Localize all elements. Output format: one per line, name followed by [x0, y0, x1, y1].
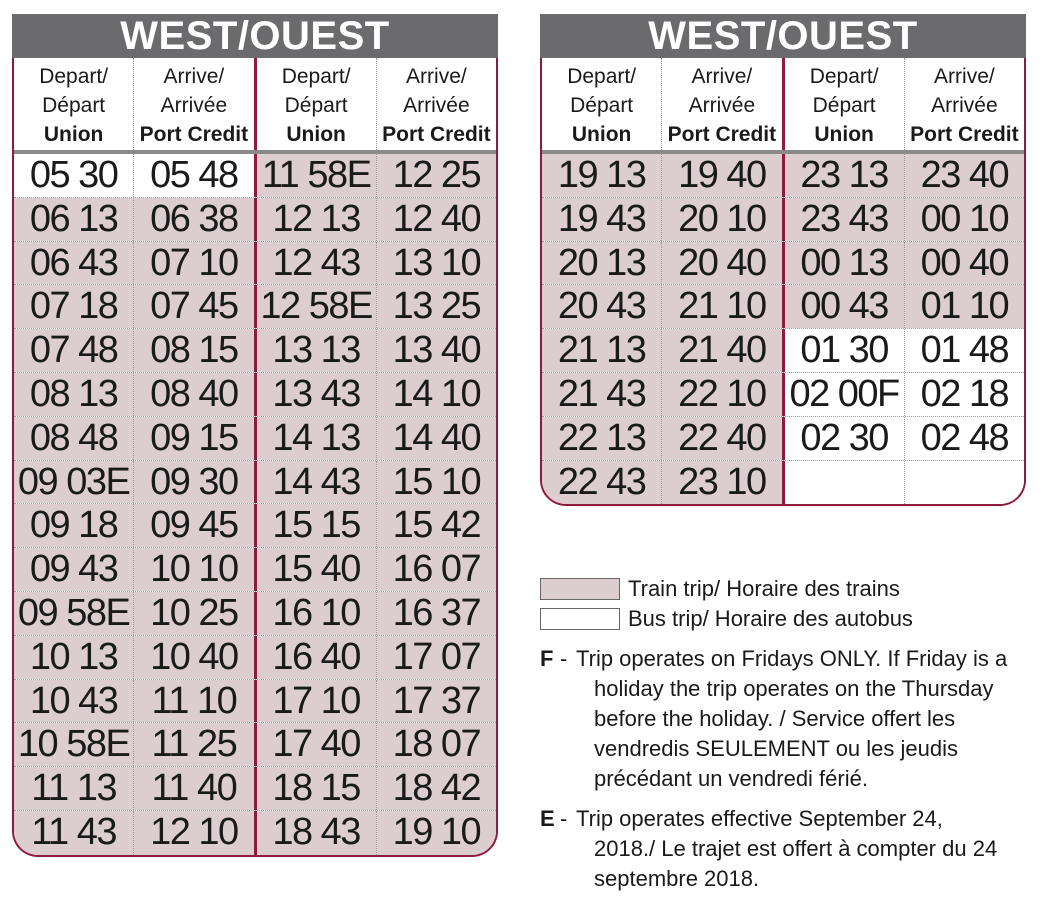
table-row — [542, 242, 1024, 286]
table-row — [14, 548, 496, 592]
header-line: Depart/ — [281, 65, 351, 88]
panel-title: WEST/OUEST — [12, 14, 498, 58]
time-cell: 00 43 — [785, 285, 905, 328]
legend — [540, 574, 1040, 894]
time-cell: 17 37 — [377, 680, 496, 723]
time-cell: 20 13 — [542, 242, 662, 285]
time-cell: 20 43 — [542, 285, 662, 328]
table-row — [542, 154, 1024, 198]
table-body — [542, 154, 1024, 504]
time-cell: 12 25 — [377, 154, 496, 197]
time-cell: 01 30 — [785, 329, 905, 372]
time-cell: 01 48 — [905, 329, 1024, 372]
time-cell: 23 40 — [905, 154, 1024, 197]
table-header — [542, 58, 1024, 154]
time-cell: 18 15 — [257, 767, 377, 810]
table-header — [14, 58, 496, 154]
time-cell: 00 10 — [905, 198, 1024, 241]
time-cell: 10 58E — [14, 723, 134, 766]
time-cell: 09 15 — [134, 417, 256, 460]
time-cell: 23 13 — [785, 154, 905, 197]
train-swatch — [540, 578, 620, 600]
time-cell: 22 13 — [542, 417, 662, 460]
time-cell: 15 40 — [257, 548, 377, 591]
time-cell: 23 43 — [785, 198, 905, 241]
time-cell: 08 40 — [134, 373, 256, 416]
time-cell: 13 25 — [377, 285, 496, 328]
note-e: E - Trip operates effective September 24, 2018./ Le trajet est offert à compter du 24 septembre 2018. — [540, 804, 1040, 894]
column-header — [542, 58, 662, 150]
time-cell: 15 42 — [377, 504, 496, 547]
table-row — [14, 461, 496, 505]
time-cell: 16 37 — [377, 592, 496, 635]
time-cell: 11 13 — [14, 767, 134, 810]
time-cell: 05 48 — [134, 154, 256, 197]
column-header — [662, 58, 784, 150]
panel-title: WEST/OUEST — [540, 14, 1026, 58]
time-cell: 10 25 — [134, 592, 256, 635]
time-cell: 02 18 — [905, 373, 1024, 416]
time-cell: 09 30 — [134, 461, 256, 504]
time-cell: 16 40 — [257, 636, 377, 679]
legend-train — [540, 574, 1040, 604]
time-cell: 09 18 — [14, 504, 134, 547]
time-cell: 10 10 — [134, 548, 256, 591]
time-cell: 19 10 — [377, 811, 496, 855]
header-line: Départ — [812, 94, 876, 117]
time-cell: 21 13 — [542, 329, 662, 372]
column-header — [785, 58, 905, 150]
header-line: Depart/ — [567, 65, 637, 88]
time-cell: 06 43 — [14, 242, 134, 285]
header-line: Départ — [284, 94, 348, 117]
station-name: Union — [571, 123, 632, 146]
time-cell: 07 10 — [134, 242, 256, 285]
station-name: Union — [814, 123, 874, 146]
time-cell: 07 45 — [134, 285, 256, 328]
note-text: Trip operates on Fridays ONLY. If Friday is a — [576, 646, 1008, 671]
time-cell: 12 40 — [377, 198, 496, 241]
header-line: Départ — [42, 94, 106, 117]
table-row — [542, 198, 1024, 242]
table-row — [14, 636, 496, 680]
time-cell: 20 40 — [662, 242, 784, 285]
time-cell: 02 00F — [785, 373, 905, 416]
time-cell: 19 13 — [542, 154, 662, 197]
time-cell: 10 40 — [134, 636, 256, 679]
column-header — [905, 58, 1024, 150]
table-row — [14, 504, 496, 548]
station-name: Port Credit — [382, 123, 491, 146]
time-cell — [785, 461, 905, 505]
time-cell: 01 10 — [905, 285, 1024, 328]
table-row — [14, 373, 496, 417]
time-cell: 19 43 — [542, 198, 662, 241]
table-row — [14, 680, 496, 724]
time-cell: 16 07 — [377, 548, 496, 591]
table-row — [14, 417, 496, 461]
header-line: Depart/ — [39, 65, 109, 88]
time-cell: 22 43 — [542, 461, 662, 505]
table-row — [542, 417, 1024, 461]
bus-label: Bus trip/ Horaire des autobus — [628, 606, 913, 631]
time-cell: 13 10 — [377, 242, 496, 285]
time-cell: 13 40 — [377, 329, 496, 372]
time-cell: 13 43 — [257, 373, 377, 416]
time-cell: 12 10 — [134, 811, 256, 855]
station-name: Port Credit — [139, 123, 249, 146]
time-cell: 17 10 — [257, 680, 377, 723]
header-line: Arrivée — [688, 94, 756, 117]
column-header — [134, 58, 256, 150]
time-cell: 05 30 — [14, 154, 134, 197]
time-cell: 06 13 — [14, 198, 134, 241]
header-line: Arrive/ — [934, 65, 995, 88]
time-cell: 20 10 — [662, 198, 784, 241]
header-line: Arrive/ — [406, 65, 467, 88]
column-header — [257, 58, 377, 150]
time-cell: 10 43 — [14, 680, 134, 723]
time-cell: 08 48 — [14, 417, 134, 460]
note-key: F — [540, 646, 554, 671]
header-line: Depart/ — [809, 65, 879, 88]
time-cell: 07 18 — [14, 285, 134, 328]
header-line: Départ — [570, 94, 634, 117]
time-cell: 08 13 — [14, 373, 134, 416]
legend-bus — [540, 604, 1040, 634]
time-cell: 08 15 — [134, 329, 256, 372]
time-cell: 14 43 — [257, 461, 377, 504]
table-body — [14, 154, 496, 855]
time-cell: 09 43 — [14, 548, 134, 591]
time-cell: 09 03E — [14, 461, 134, 504]
table-row — [542, 373, 1024, 417]
left-schedule-panel — [12, 14, 498, 857]
time-cell: 16 10 — [257, 592, 377, 635]
header-line: Arrive/ — [163, 65, 225, 88]
time-cell: 14 13 — [257, 417, 377, 460]
time-cell: 11 40 — [134, 767, 256, 810]
table-row — [542, 285, 1024, 329]
table-row — [14, 198, 496, 242]
time-cell: 12 43 — [257, 242, 377, 285]
time-cell: 13 13 — [257, 329, 377, 372]
time-cell: 12 13 — [257, 198, 377, 241]
time-cell: 00 40 — [905, 242, 1024, 285]
note-text: Trip operates effective September 24, — [576, 806, 943, 831]
station-name: Union — [43, 123, 104, 146]
note-text-cont: holiday the trip operates on the Thursday before the holiday. / Service offert les vendredis SEULEMENT ou les jeudis précédant un vendredi férié. — [594, 676, 994, 791]
table-row — [14, 154, 496, 198]
time-cell: 02 48 — [905, 417, 1024, 460]
note-key: E — [540, 806, 555, 831]
time-cell: 06 38 — [134, 198, 256, 241]
table-row — [14, 723, 496, 767]
train-label: Train trip/ Horaire des trains — [628, 576, 900, 601]
time-cell: 19 40 — [662, 154, 784, 197]
table-row — [542, 329, 1024, 373]
table-row — [14, 811, 496, 855]
time-cell — [905, 461, 1024, 505]
time-cell: 17 07 — [377, 636, 496, 679]
time-cell: 11 58E — [257, 154, 377, 197]
right-schedule-panel — [540, 14, 1026, 506]
time-cell: 23 10 — [662, 461, 784, 505]
time-cell: 22 10 — [662, 373, 784, 416]
time-cell: 00 13 — [785, 242, 905, 285]
station-name: Port Credit — [667, 123, 777, 146]
time-cell: 09 58E — [14, 592, 134, 635]
time-cell: 07 48 — [14, 329, 134, 372]
time-cell: 11 43 — [14, 811, 134, 855]
header-line: Arrivée — [403, 94, 470, 117]
time-cell: 10 13 — [14, 636, 134, 679]
time-cell: 14 10 — [377, 373, 496, 416]
column-header — [377, 58, 496, 150]
table-row — [14, 285, 496, 329]
bus-swatch — [540, 608, 620, 630]
station-name: Union — [286, 123, 346, 146]
time-cell: 18 43 — [257, 811, 377, 855]
column-header — [14, 58, 134, 150]
time-cell: 22 40 — [662, 417, 784, 460]
time-cell: 18 42 — [377, 767, 496, 810]
time-cell: 21 10 — [662, 285, 784, 328]
table-row — [14, 329, 496, 373]
table-row — [14, 767, 496, 811]
time-cell: 18 07 — [377, 723, 496, 766]
table-row — [542, 461, 1024, 505]
time-cell: 15 15 — [257, 504, 377, 547]
table-row — [14, 242, 496, 286]
note-f: F - Trip operates on Fridays ONLY. If Friday is a holiday the trip operates on the Thursday before the holiday. / Service offert les vendredis SEULEMENT ou les jeudis précédant un vendredi férié. — [540, 644, 1040, 794]
time-cell: 21 40 — [662, 329, 784, 372]
table-row — [14, 592, 496, 636]
time-cell: 11 10 — [134, 680, 256, 723]
header-line: Arrivée — [931, 94, 998, 117]
time-cell: 14 40 — [377, 417, 496, 460]
schedule-table — [540, 58, 1026, 506]
time-cell: 21 43 — [542, 373, 662, 416]
header-line: Arrivée — [160, 94, 228, 117]
header-line: Arrive/ — [691, 65, 753, 88]
time-cell: 15 10 — [377, 461, 496, 504]
schedule-table — [12, 58, 498, 857]
station-name: Port Credit — [910, 123, 1019, 146]
time-cell: 02 30 — [785, 417, 905, 460]
note-text-cont: 2018./ Le trajet est offert à compter du 24 septembre 2018. — [594, 836, 998, 891]
time-cell: 12 58E — [257, 285, 377, 328]
time-cell: 09 45 — [134, 504, 256, 547]
time-cell: 17 40 — [257, 723, 377, 766]
time-cell: 11 25 — [134, 723, 256, 766]
